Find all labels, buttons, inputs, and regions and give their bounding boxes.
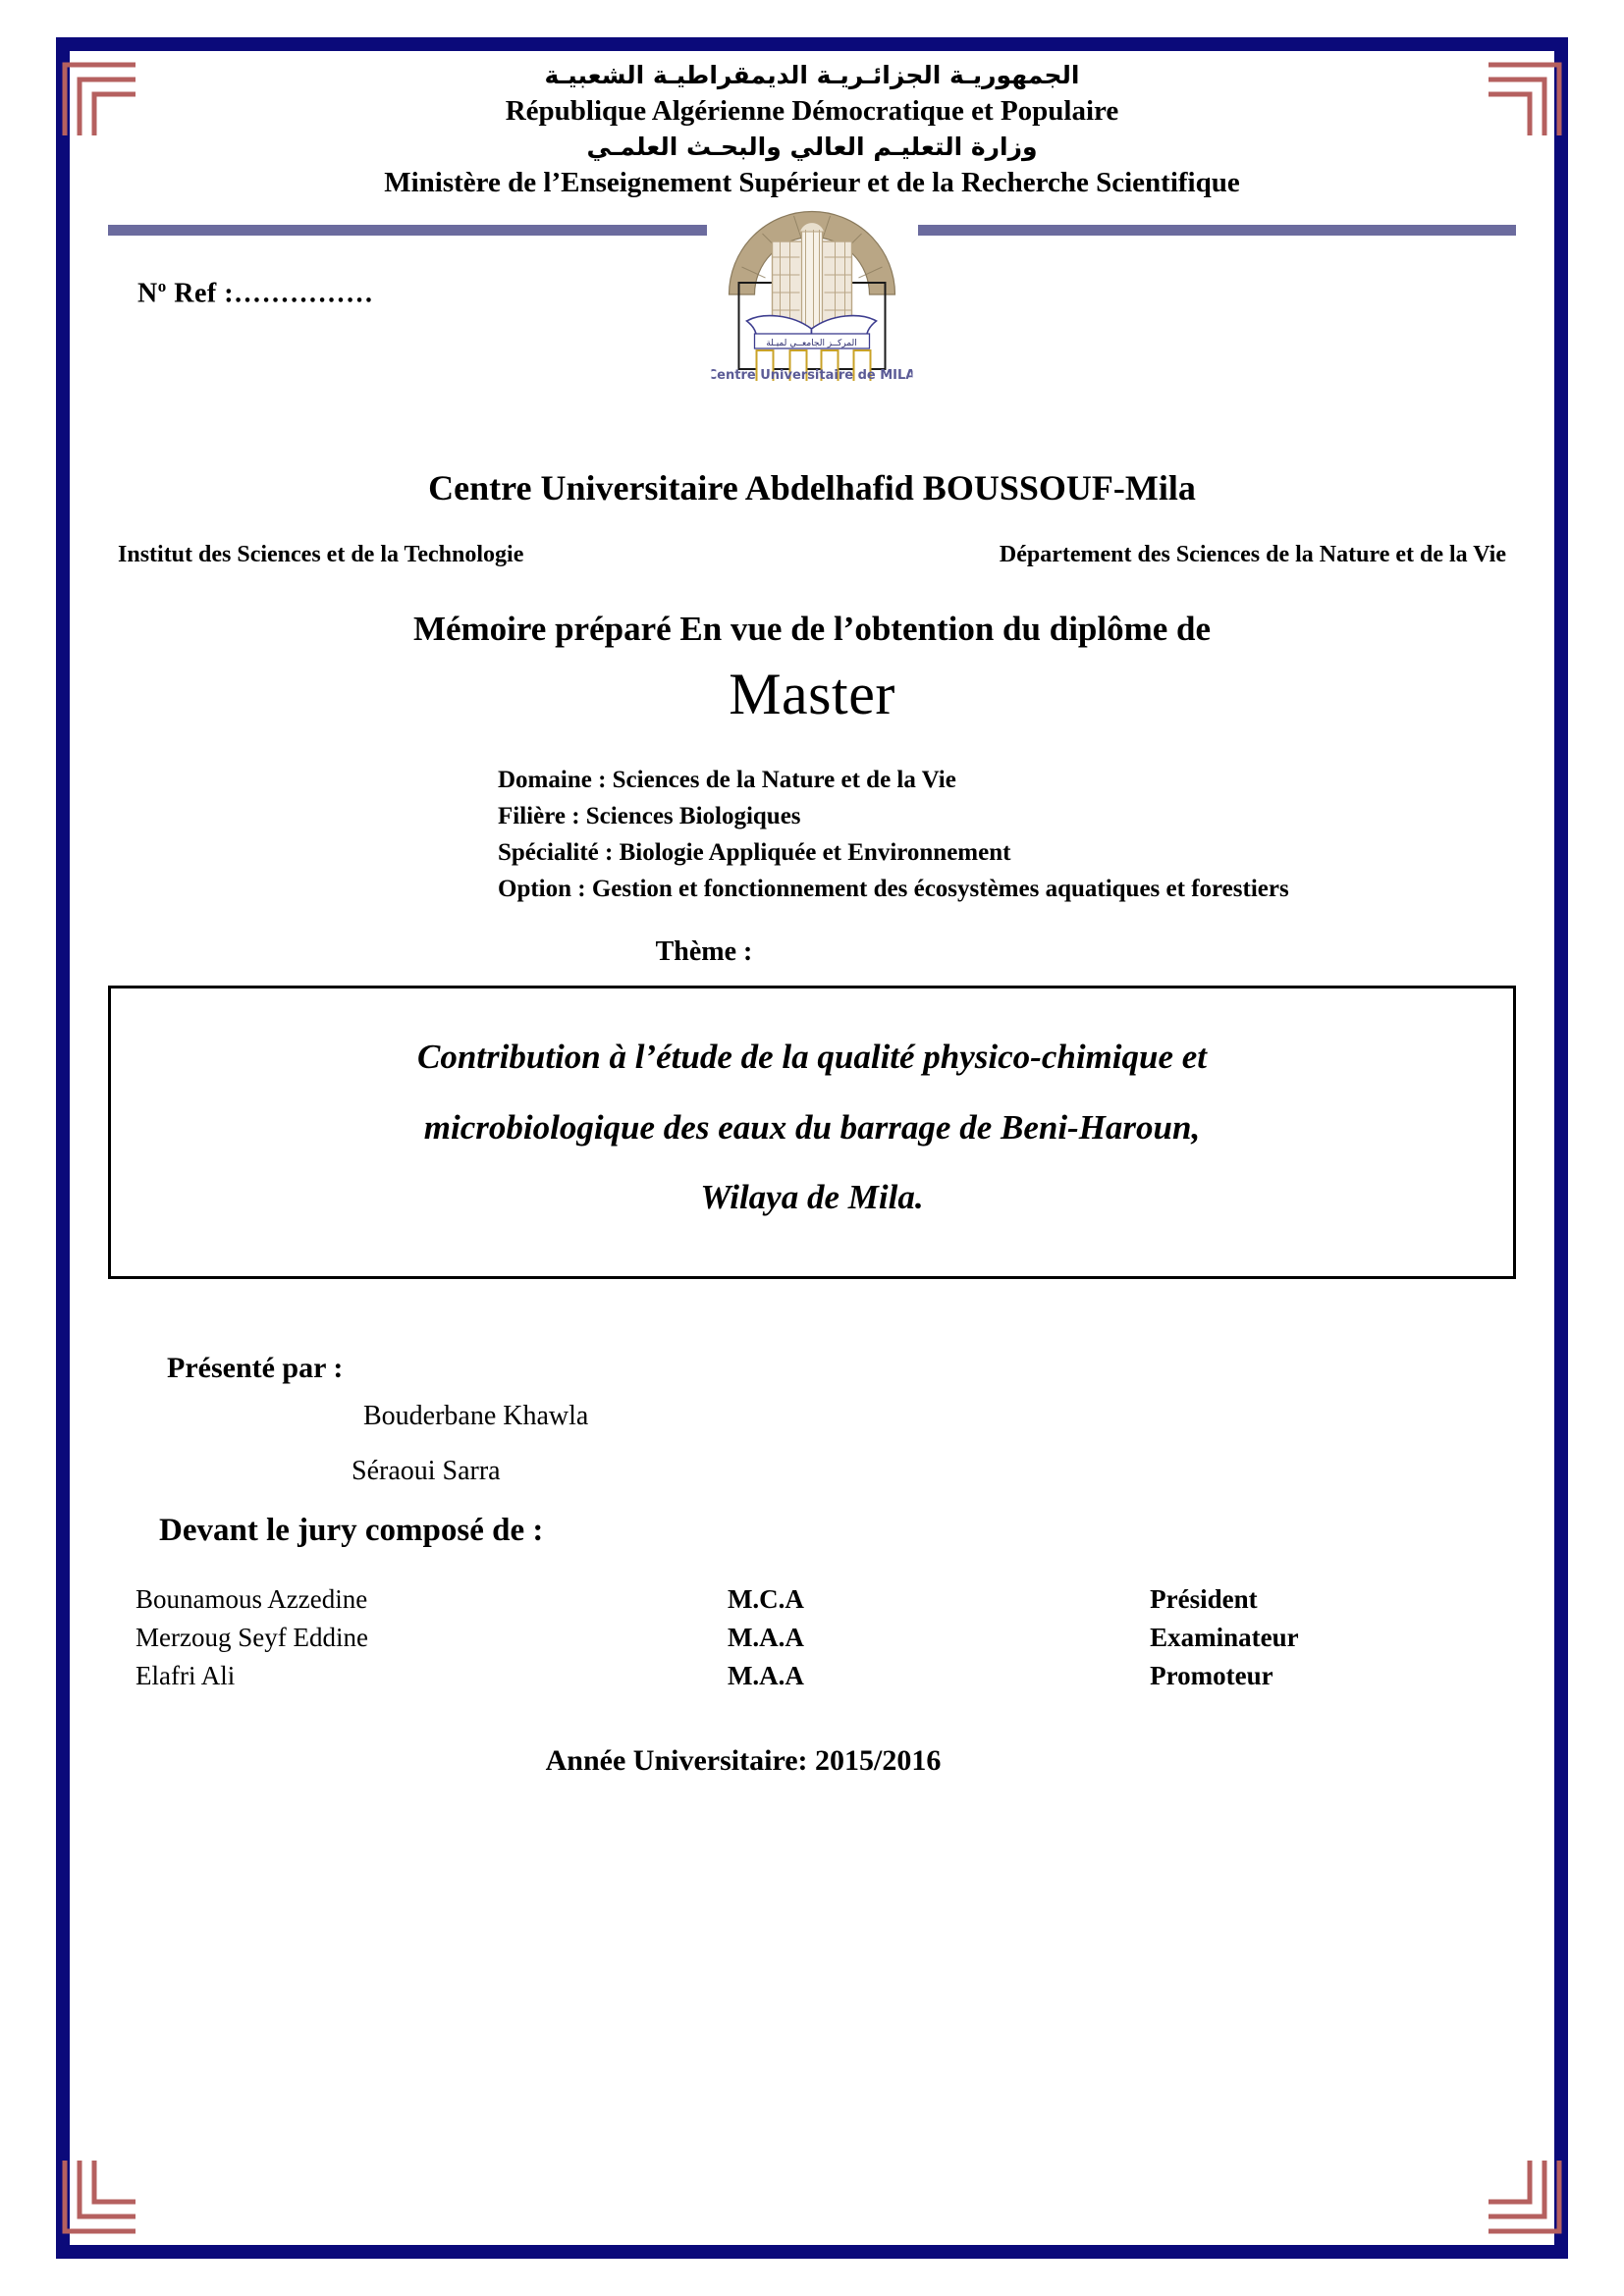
cover-page-content	[83, 59, 1541, 2233]
program-domaine: Domaine : Sciences de la Nature et de la Vie	[498, 766, 956, 793]
jury-member-role: Président	[1150, 1584, 1258, 1615]
institute-name: Institut des Sciences et de la Technologie	[118, 541, 524, 567]
reference-label: N	[137, 278, 158, 309]
theme-label: Thème :	[655, 935, 753, 967]
reference-number	[137, 277, 374, 309]
program-specialite: Spécialité : Biologie Appliquée et Environnement	[498, 838, 1011, 866]
thesis-title-line-3: Wilaya de Mila.	[700, 1178, 924, 1217]
reference-superscript: o	[157, 276, 167, 295]
divider-bar-left	[108, 225, 707, 236]
university-logo	[712, 147, 913, 381]
jury-table	[108, 1582, 1516, 1697]
table-row	[108, 1659, 1516, 1697]
jury-member-grade: M.C.A	[727, 1584, 804, 1615]
thesis-title-line-1: Contribution à l’étude de la qualité physico-chimique et	[416, 1037, 1208, 1076]
program-option: Option : Gestion et fonctionnement des écosystèmes aquatiques et forestiers	[498, 875, 1289, 902]
institute-department-row	[108, 542, 1516, 568]
program-details	[108, 762, 1516, 907]
presented-by-label: Présenté par :	[167, 1352, 344, 1385]
jury-member-name: Merzoug Seyf Eddine	[135, 1623, 368, 1653]
jury-member-role: Promoteur	[1150, 1661, 1273, 1691]
jury-member-grade: M.A.A	[727, 1661, 804, 1691]
table-row	[108, 1621, 1516, 1659]
jury-member-name: Bounamous Azzedine	[135, 1584, 368, 1615]
jury-member-name: Elafri Ali	[135, 1661, 236, 1691]
student-name-2: Séraoui Sarra	[352, 1456, 501, 1487]
jury-label: Devant le jury composé de :	[159, 1513, 544, 1549]
thesis-title-line-2: microbiologique des eaux du barrage de Beni-Haroun,	[423, 1107, 1201, 1147]
academic-year: Année Universitaire: 2015/2016	[545, 1744, 942, 1778]
header-french-republic: République Algérienne Démocratique et Populaire	[505, 94, 1119, 127]
degree-intro-text: Mémoire préparé En vue de l’obtention du diplôme de	[412, 609, 1212, 648]
header-french-ministry: Ministère de l’Enseignement Supérieur et de la Recherche Scientifique	[384, 166, 1240, 198]
svg-text:Centre Universitaire de MILA: Centre Universitaire de MILA	[711, 367, 913, 381]
page-title-university-name: Centre Universitaire Abdelhafid BOUSSOUF-Mila	[428, 467, 1196, 507]
reference-and-logo-row	[108, 238, 1516, 414]
header-arabic-ministry: وزارة التعليـم العالي والبحـث العلمـي	[586, 132, 1038, 161]
program-filiere: Filière : Sciences Biologiques	[498, 802, 801, 829]
jury-member-grade: M.A.A	[727, 1623, 804, 1653]
jury-member-role: Examinateur	[1150, 1623, 1299, 1653]
department-name: Département des Sciences de la Nature et de la Vie	[999, 541, 1506, 567]
svg-text:المركــز الجامعــي لميـلة: المركــز الجامعــي لميـلة	[766, 338, 857, 348]
thesis-title-box	[108, 986, 1516, 1279]
reference-value: Ref :……………	[166, 278, 374, 309]
degree-name: Master	[729, 661, 895, 726]
header-arabic-republic: الجمهوريـة الجزائـريـة الديمقراطيـة الشعبيـة	[544, 61, 1080, 89]
student-name-1: Bouderbane Khawla	[363, 1401, 589, 1432]
table-row	[108, 1582, 1516, 1621]
divider-bar-right	[918, 225, 1517, 236]
